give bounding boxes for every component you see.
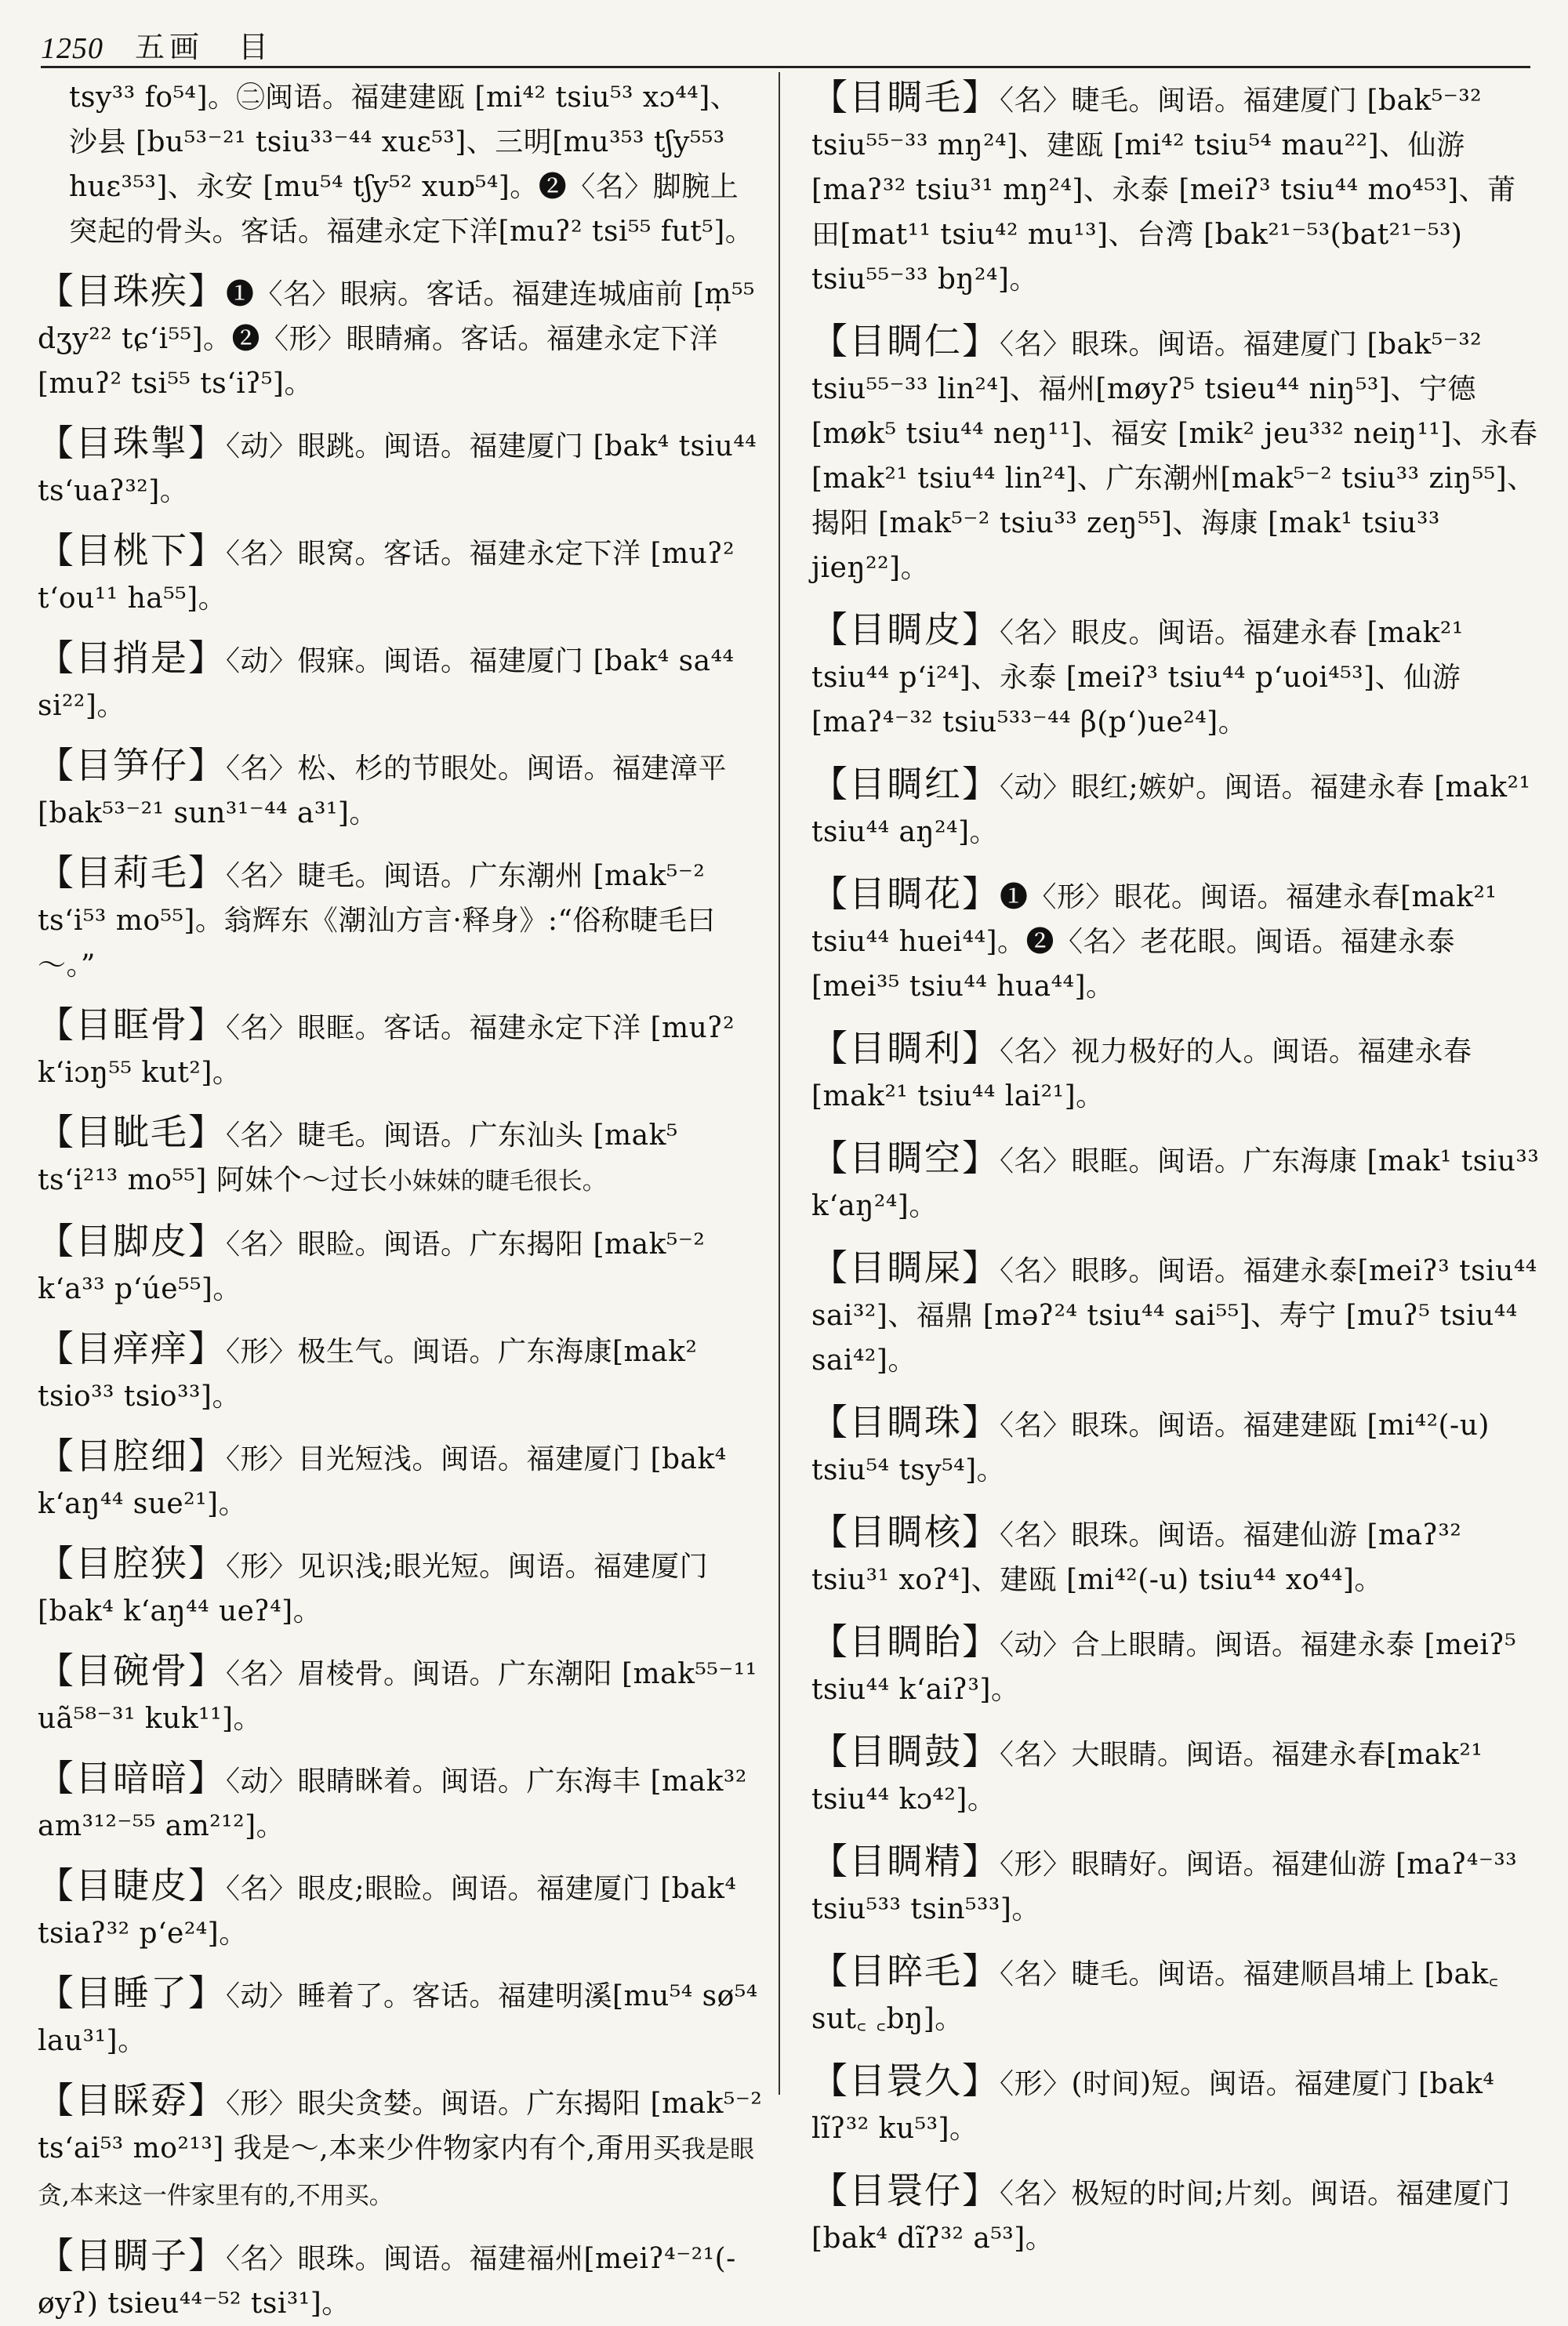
entry-gloss: 小妹妹的睫毛很长。 — [387, 1167, 607, 1196]
entry-definition: 〈名〉大眼睛。闽语。福建永春[mak²¹ tsiu⁴⁴ kɔ⁴²]。 — [811, 1739, 1483, 1816]
dictionary-entry — [811, 1620, 1541, 1712]
entry-headword: 【目睟毛】 — [811, 1950, 1000, 1992]
entry-headword: 【目笋仔】 — [38, 744, 226, 786]
entry-definition: ❶〈形〉眼花。闽语。福建永春[mak²¹ tsiu⁴⁴ huei⁴⁴]。❷〈名〉老花眼。闽语。福建永泰[mei³⁵ tsiu⁴⁴ hua⁴⁴]。 — [811, 881, 1497, 1003]
entry-headword: 【目桃下】 — [38, 529, 226, 572]
entry-headword: 【目睭红】 — [811, 763, 1000, 805]
entry-headword: 【目睭花】 — [811, 873, 1000, 915]
entry-definition: 〈名〉眼窝。客话。福建永定下洋 [muʔ² tʻou¹¹ ha⁵⁵]。 — [38, 538, 735, 615]
entry-definition: 〈形〉(时间)短。闽语。福建厦门 [bak⁴ lĩʔ³² ku⁵³]。 — [811, 2068, 1495, 2145]
dictionary-entry — [38, 1110, 767, 1204]
entry-definition: 〈名〉眼眶。客话。福建永定下洋 [muʔ² kʻiɔŋ⁵⁵ kut²]。 — [38, 1012, 735, 1089]
dictionary-entry — [811, 1949, 1541, 2041]
page-header — [41, 22, 1530, 68]
dictionary-entry — [38, 528, 767, 621]
entry-headword: 【目睭利】 — [811, 1027, 1000, 1069]
entry-headword: 【目睭精】 — [811, 1840, 1000, 1882]
dictionary-entry — [811, 1246, 1541, 1383]
entry-headword: 【目腔狭】 — [38, 1542, 226, 1584]
dictionary-entry — [38, 1219, 767, 1312]
entry-headword: 【目睘仔】 — [811, 2169, 1000, 2212]
entry-headword: 【目痒痒】 — [38, 1327, 226, 1370]
dictionary-entry — [38, 2078, 767, 2219]
dictionary-entry — [38, 743, 767, 836]
entry-definition: tsy³³ fo⁵⁴]。㊁闽语。福建建瓯 [mi⁴² tsiu⁵³ xɔ⁴⁴]、沙县 [bu⁵³⁻²¹ tsiu³³⁻⁴⁴ xuɛ⁵³]、三明[mu³⁵³ tʃy⁵⁵³ huɛ³⁵³]、永安 [mu⁵⁴ tʃy⁵² xuɒ⁵⁴]。❷〈名〉脚腕上突起的骨头。客话。福建永定下洋[muʔ² tsi⁵⁵ fut⁵]。 — [69, 82, 754, 248]
entry-headword: 【目珠疾】 — [38, 270, 226, 312]
dictionary-entry — [811, 2168, 1541, 2261]
entry-definition: 〈形〉目光短浅。闽语。福建厦门 [bak⁴ kʻaŋ⁴⁴ sue²¹]。 — [38, 1443, 727, 1520]
dictionary-entry — [811, 1026, 1541, 1119]
entry-definition: 〈名〉眼皮;眼睑。闽语。福建厦门 [bak⁴ tsiaʔ³² pʻe²⁴]。 — [38, 1873, 737, 1950]
dictionary-entry — [38, 1756, 767, 1849]
dictionary-entry — [811, 1729, 1541, 1822]
entry-headword: 【目睫皮】 — [38, 1864, 226, 1907]
entry-headword: 【目碗骨】 — [38, 1649, 226, 1692]
dictionary-entry — [811, 762, 1541, 855]
dictionary-entry — [811, 319, 1541, 590]
dictionary-entry — [38, 1326, 767, 1419]
entry-headword: 【目睡了】 — [38, 1972, 226, 2014]
entry-definition: 〈名〉眼眵。闽语。福建永泰[meiʔ³ tsiu⁴⁴ sai³²]、福鼎 [məʔ²⁴ tsiu⁴⁴ sai⁵⁵]、寿宁 [muʔ⁵ tsiu⁴⁴ sai⁴²]。 — [811, 1255, 1537, 1377]
dictionary-entry — [38, 421, 767, 513]
entry-headword: 【目暗暗】 — [38, 1757, 226, 1799]
entry-headword: 【目莉毛】 — [38, 851, 226, 894]
dictionary-entry — [38, 1971, 767, 2063]
entry-definition: 〈名〉眉棱骨。闽语。广东潮阳 [mak⁵⁵⁻¹¹ uã⁵⁸⁻³¹ kuk¹¹]。 — [38, 1658, 757, 1735]
entry-headword: 【目睭毛】 — [811, 76, 1000, 118]
dictionary-entry — [38, 269, 767, 406]
dictionary-entry — [811, 75, 1541, 302]
dictionary-entry — [811, 608, 1541, 745]
dictionary-entry — [38, 1649, 767, 1741]
entry-headword: 【目珠掣】 — [38, 422, 226, 464]
entry-definition: 〈动〉睡着了。客话。福建明溪[mu⁵⁴ sø⁵⁴ lau³¹]。 — [38, 1980, 758, 2057]
dictionary-entry — [38, 1434, 767, 1526]
entry-headword: 【目睭珠】 — [811, 1401, 1000, 1443]
entry-definition: 〈名〉眼眶。闽语。广东海康 [mak¹ tsiu³³ kʻaŋ²⁴]。 — [811, 1145, 1540, 1222]
entry-definition: 〈动〉眼睛眯着。闽语。广东海丰 [mak³² am³¹²⁻⁵⁵ am²¹²]。 — [38, 1765, 747, 1842]
entry-definition: 〈动〉合上眼睛。闽语。福建永泰 [meiʔ⁵ tsiu⁴⁴ kʻaiʔ³]。 — [811, 1629, 1517, 1706]
entry-headword: 【目睭核】 — [811, 1511, 1000, 1553]
entry-definition: 〈名〉眼珠。闽语。福建福州[meiʔ⁴⁻²¹(-øyʔ) tsieu⁴⁴⁻⁵² tsi³¹]。 — [38, 2243, 736, 2320]
dictionary-entry — [811, 1510, 1541, 1602]
entry-headword: 【目睭子】 — [38, 2234, 226, 2277]
entry-definition: 〈名〉眼珠。闽语。福建厦门 [bak⁵⁻³² tsiu⁵⁵⁻³³ lin²⁴]、福州[møyʔ⁵ tsieu⁴⁴ niŋ⁵³]、宁德 [møk⁵ tsiu⁴⁴ neŋ¹¹]、福安 [mik² jeu³³² neiŋ¹¹]、永春[mak²¹ tsiu⁴⁴ lin²⁴]、广东潮州[mak⁵⁻² tsiu³³ ziŋ⁵⁵]、揭阳 [mak⁵⁻² tsiu³³ zeŋ⁵⁵]、海康 [mak¹ tsiu³³ jieŋ²²]。 — [811, 328, 1538, 584]
entry-definition: 〈名〉睫毛。闽语。广东潮州 [mak⁵⁻² tsʻi⁵³ mo⁵⁵]。翁辉东《潮汕方言·释身》:“俗称睫毛曰～。” — [38, 860, 716, 982]
entry-definition: 〈名〉眼珠。闽语。福建仙游 [maʔ³² tsiu³¹ xoʔ⁴]、建瓯 [mi⁴²(-u) tsiu⁴⁴ xo⁴⁴]。 — [811, 1519, 1462, 1596]
dictionary-entry — [811, 1400, 1541, 1493]
entry-definition: 〈名〉睫毛。闽语。福建厦门 [bak⁵⁻³² tsiu⁵⁵⁻³³ mŋ²⁴]、建瓯 [mi⁴² tsiu⁵⁴ mau²²]、仙游 [maʔ³² tsiu³¹ mŋ²⁴]、永泰 [meiʔ³ tsiu⁴⁴ mo⁴⁵³]、莆田[mat¹¹ tsiu⁴² mu¹³]、台湾 [bak²¹⁻⁵³(bat²¹⁻⁵³) tsiu⁵⁵⁻³³ bŋ²⁴]。 — [811, 85, 1516, 296]
dictionary-entry — [811, 872, 1541, 1009]
entry-headword: 【目捎是】 — [38, 637, 226, 679]
dictionary-entry — [38, 2233, 767, 2326]
dictionary-entry — [38, 851, 767, 988]
entry-headword: 【目睭鼓】 — [811, 1730, 1000, 1773]
entry-headword: 【目睭空】 — [811, 1137, 1000, 1179]
entry-definition: 〈形〉极生气。闽语。广东海康[mak² tsio³³ tsio³³]。 — [38, 1336, 698, 1413]
entry-definition: 〈动〉眼红;嫉妒。闽语。福建永春 [mak²¹ tsiu⁴⁴ aŋ²⁴]。 — [811, 771, 1531, 848]
section-title: 五画 目 — [135, 30, 274, 64]
left-column — [38, 75, 767, 2326]
entry-definition: 〈名〉眼皮。闽语。福建永春 [mak²¹ tsiu⁴⁴ pʻi²⁴]、永泰 [meiʔ³ tsiu⁴⁴ pʻuoi⁴⁵³]、仙游 [maʔ⁴⁻³² tsiu⁵³³⁻⁴⁴ β(pʻ)ue²⁴]。 — [811, 617, 1464, 738]
entry-definition: 〈形〉见识浅;眼光短。闽语。福建厦门[bak⁴ kʻaŋ⁴⁴ ueʔ⁴]。 — [38, 1551, 709, 1627]
entry-headword: 【目睬孬】 — [38, 2079, 226, 2121]
dictionary-entry — [38, 1541, 767, 1634]
dictionary-entry — [38, 75, 767, 254]
dictionary-entry — [38, 636, 767, 728]
right-column — [811, 75, 1541, 2261]
entry-definition: 〈名〉眼睑。闽语。广东揭阳 [mak⁵⁻² kʻa³³ pʻúe⁵⁵]。 — [38, 1228, 706, 1305]
entry-gloss: 我是眼贪,本来这一件家里有的,不用买。 — [38, 2135, 755, 2210]
dictionary-entry — [38, 1863, 767, 1956]
dictionary-entry — [811, 1839, 1541, 1932]
entry-headword: 【目睭屎】 — [811, 1246, 1000, 1289]
entry-headword: 【目脚皮】 — [38, 1220, 226, 1262]
entry-definition: 〈形〉眼睛好。闽语。福建仙游 [maʔ⁴⁻³³ tsiu⁵³³ tsin⁵³³]。 — [811, 1849, 1518, 1925]
entry-definition: ❶〈名〉眼病。客话。福建连城庙前 [m̩⁵⁵ dʒy²² tɕʻi⁵⁵]。❷〈形〉眼睛痛。客话。福建永定下洋[muʔ² tsi⁵⁵ tsʻiʔ⁵]。 — [38, 278, 755, 400]
dictionary-entry — [38, 1003, 767, 1095]
entry-definition: 〈动〉眼跳。闽语。福建厦门 [bak⁴ tsiu⁴⁴ tsʻuaʔ³²]。 — [38, 430, 757, 507]
entry-definition: 〈名〉松、杉的节眼处。闽语。福建漳平 [bak⁵³⁻²¹ sun³¹⁻⁴⁴ a³¹]。 — [38, 753, 728, 829]
entry-definition: 〈形〉眼尖贪婪。闽语。广东揭阳 [mak⁵⁻² tsʻai⁵³ mo²¹³] 我是～,本来少件物家内有个,甭用买 — [38, 2088, 763, 2165]
entry-definition: 〈名〉视力极好的人。闽语。福建永春[mak²¹ tsiu⁴⁴ lai²¹]。 — [811, 1036, 1472, 1112]
entry-headword: 【目眶骨】 — [38, 1003, 226, 1046]
entry-definition: 〈名〉睫毛。闽语。广东汕头 [mak⁵ tsʻi²¹³ mo⁵⁵] 阿妹个～过长 — [38, 1119, 678, 1196]
entry-headword: 【目睭皮】 — [811, 608, 1000, 651]
entry-headword: 【目睭仁】 — [811, 320, 1000, 362]
entry-definition: 〈名〉极短的时间;片刻。闽语。福建厦门 [bak⁴ dĩʔ³² a⁵³]。 — [811, 2178, 1511, 2255]
entry-definition: 〈名〉眼珠。闽语。福建建瓯 [mi⁴²(-u) tsiu⁵⁴ tsy⁵⁴]。 — [811, 1410, 1490, 1486]
dictionary-entry — [811, 1136, 1541, 1228]
entry-definition: 〈动〉假寐。闽语。福建厦门 [bak⁴ sa⁴⁴ si²²]。 — [38, 645, 735, 722]
entry-definition: 〈名〉睫毛。闽语。福建顺昌埔上 [bak꜀ sut꜀ ꜀bŋ]。 — [811, 1958, 1499, 2035]
entry-headword: 【目睘久】 — [811, 2059, 1000, 2102]
entry-headword: 【目眦毛】 — [38, 1111, 226, 1153]
entry-headword: 【目睭眙】 — [811, 1620, 1000, 1663]
dictionary-entry — [811, 2059, 1541, 2151]
column-divider — [779, 72, 780, 2095]
page-number: 1250 — [41, 32, 103, 65]
entry-headword: 【目腔细】 — [38, 1435, 226, 1477]
